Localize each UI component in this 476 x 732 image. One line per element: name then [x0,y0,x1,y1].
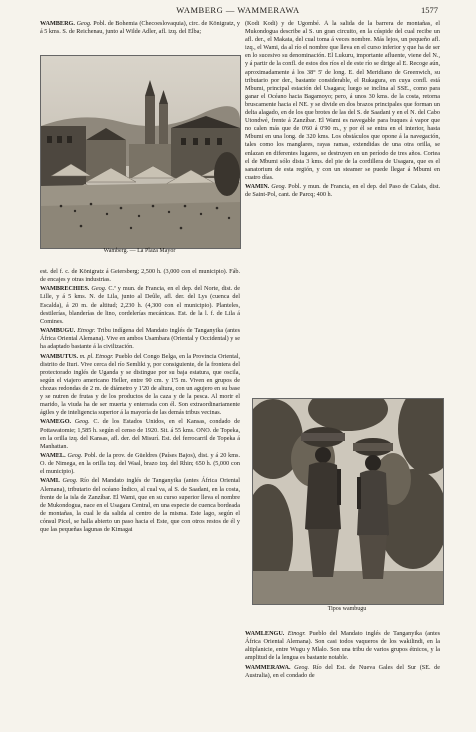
entry-wamin: WAMIN. Geog. Pobl. y mun. de Francia, en el dep. del Paso de Calais, dist. de Saint-Pol, cant. de Parcq; 400 h. [245,183,440,199]
entry-wami: WAMI. Geog. Río del Mandato inglés de Tanganyika (antes África Oriental Alemana), tributario del océano Índico, al cual va, al S. de Saadani, en la costa, frente de la isla de Zanzíbar. El Wami, que en su curso superior lleva el nombre de Mukondogua, nace en el Usagara Central, en una especie de cuenca bordeada de montañas, la cual le da salida al centro de la misma. Este lago, según el cónsul Picel, se halla abierto un paso hacia el Este, que con otros restos de él y que las pequeñas lagunas de Kimagai [40,477,240,534]
entry-wamel: WAMEL. Geog. Pobl. de la prov. de Güeldres (Países Bajos), dist. y á 20 kms. O. de Nimega, en la orilla izq. del Waal, brazo izq. del Rhin; 650 h. (5,000 con el municipio). [40,452,240,476]
entry-wamlengu: WAMLENGU. Etnogr. Pueblo del Mandato inglés de Tanganyika (antes África Oriental Alemana). Son casi todos vaqueros de los wakilindi, en la altiplanicie, entre Wugu y Mlalo. Son una tribu de varios grupos étnicos, y la amplitud de la lengua es bastante notable. [245,630,440,662]
entry-wamego: WAMEGO. Geog. C. de los Estados Unidos, en el Kansas, condado de Pottawatomie; 1,585 h. según el censo de 1920. Sit. á 55 kms. ONO. de Topeka, en la orilla izq. del Kansas, afl. der. del Misurí. Est. del ferrocarril de Topeka á Manhattan. [40,418,240,450]
entry-wammerawa: WAMMERAWA. Geog. Río del Est. de Nueva Gales del Sur (SE. de Australia), en el condado de [245,663,440,679]
wambugu-photo [252,398,444,605]
left-column [40,268,240,720]
entry-wambutus: WAMBUTUS. m. pl. Etnogr. Pueblo del Congo Belga, en la Provincia Oriental, distrito de Ituri. Vive cerca del río Semliki y, por consiguiente, de la frontera del protectorado inglés de Uganda y se distingue por su baja estatura, que oscila, según el viajero americano Heller, entre 90 cm. y 1'5 m. Viven en grupos de chozas redondas de 2 m. de diámetro y 1'20 de altura, con un agujero en su base y se nutren de frutas y de los productos de la caza y de la pesca. Al morir el marido, la viuda ha de ser muerta y enterrada con él. Son extraordinariamente ágiles y de inteligencia superior á la mayoría de las demás tribus vecinas. [40,352,240,417]
right-column-upper [245,20,440,396]
plaza-photo-illustration [41,56,240,248]
entry-wamberg-start [40,20,240,54]
entry-tag: Geog. [76,20,92,27]
entry-wami-continuation: (Kodi Kodi) y de Ugombé. Á la salida de la barrera de montañas, el Mukondogua describe al S. un gran circuito, en la cúspide del cual recibe un afl. der., el Makata, del cual toma á veces nombre. Más lejos, un pequeño afl. izq., el Wami, da al río el nombre que lleva en el curso inferior y que ha de ser en lo sucesivo su denominación. El Lukuru, importante afluente, viene del N., y á partir de la confl. de estos dos ríos el de este río se dirige al E. Recoge aún, aproximadamente á los 38° 5' de long. E. del Meridiano de Greenwich, su tributario por der., bastante considerable, el Rukagura, en cuya confl. está Mbumi, principal estación del Usagara; luego se inclina al SSE., como para ganar el Océano hacia Bagamoyo; pero, á unos 30 kms. de la costa, retorna bruscamente hacia el NE. y se divide en dos brazos principales que forman un delta alagado, en de los que brotes de las del S. de Saadani y en el N. del Cabo Utondwé, frente á Zanzíbar. El Wami es navegable para buques á vapor que no calen más que de 0'60 á 0'90 m., y por él se entra en el interior, hasta Mbumi en una long. de 320 kms. Los obstáculos que opone á la navegación, tales como los manglares, rayas ramas, extendidas de una otra orilla, se enlazan en diferentes lugares, se destruyen en un período de tres años. Cortea el de Mbumi sólo dista 3 kms. del pie de la cordillera de Usagara, que es el sanatorium de esta región, y con un steamer se puede llegar á Mbumi en cuatro días. [245,20,440,181]
right-column-lower [245,630,440,725]
running-head: WAMBERG — WAMMERAWA [176,5,300,15]
entry-head: WAMBERG. [40,20,75,27]
entry-wambugu: WAMBUGU. Etnogr. Tribu indígena del Mandato inglés de Tanganyika (antes África Oriental Alemana). Vive en ambos Usambara (Oriental y Occidental) y se ha adaptado bastante á la civilización. [40,327,240,351]
plaza-mayor-photo [40,55,241,249]
page-number: 1577 [421,5,438,15]
entry-text: Pobl. de Bohemia (Checoeslovaquia), circ. de Königratz, y á 5 kms. S. de Reichenau, junto al Wilde Adler, afl. izq. del Elba; [40,20,240,36]
wambugu-photo-caption: Tipos wambugu [327,606,367,612]
entry-wambrechies: WAMBRECHIES. Geog. C.ª y mun. de Francia, en el dep. del Norte, dist. de Lille, y á 5 kms. N. de Lila, junto al Deûle, afl. der. del Lys (cuenca del Escalda), á 20 m. de altitud; 2,230 h. (4,300 con el municipio). Planteles, destilerías, blanderías de lino, cordelerías mecánicas. Est. de la l. f. de Lila á Comines. [40,285,240,325]
plaza-photo-caption: Wamberg. — La Plaza Mayor [103,248,176,254]
page-header [0,5,476,19]
entry-continuation: est. del f. c. de Königratz á Geiersberg; 2,500 h. (3,000 con el municipio). Fáb. de encajes y otras industrias. [40,268,240,284]
wambugu-photo-illustration [253,399,443,604]
